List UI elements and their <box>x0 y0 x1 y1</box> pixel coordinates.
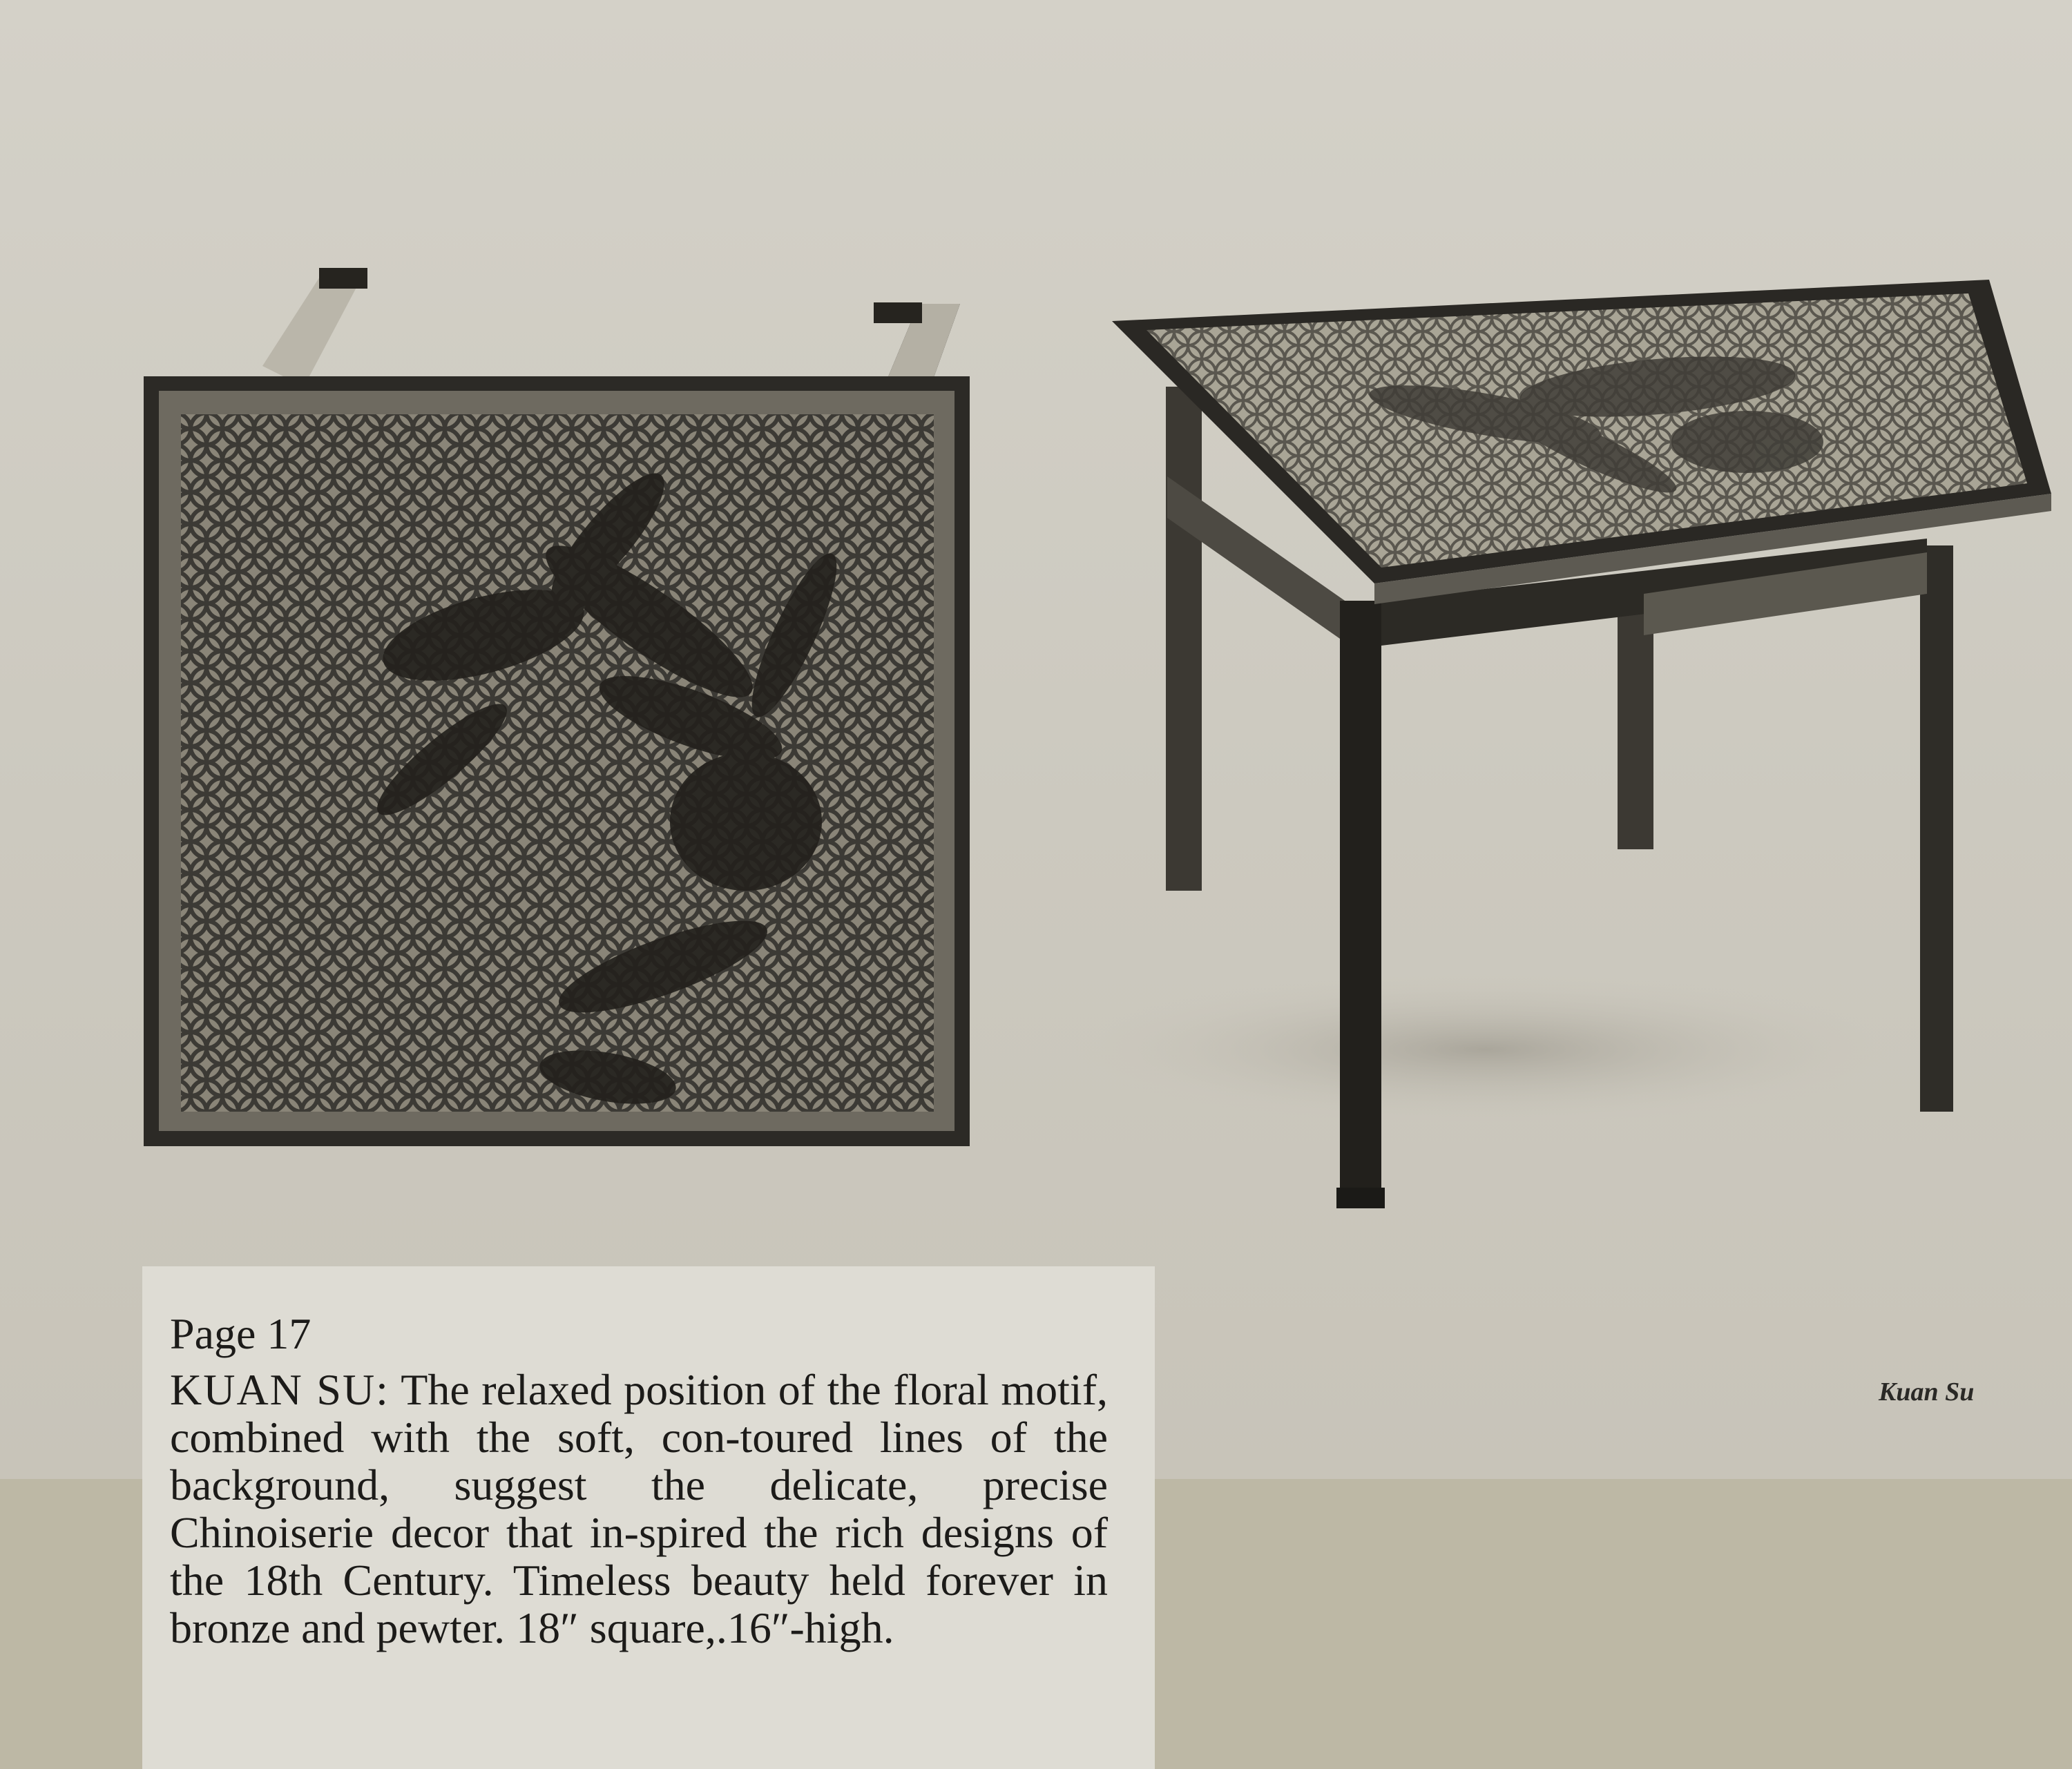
photo-caption: Kuan Su <box>1879 1378 1975 1406</box>
caption-panel <box>142 1266 1155 1769</box>
page-number: Page 17 <box>170 1309 311 1358</box>
table-perspective-view <box>1071 280 2051 1208</box>
description-body: The relaxed position of the floral motif, combined with the soft, con-toured lines of the background, suggest the delicate, precise Chinoiserie decor that in-spired the rich designs of the 18th Century. Timeless beauty held forever in bronze and pewter. 18″ square,.16″-high. <box>170 1365 1108 1652</box>
table-top-view <box>144 268 970 1146</box>
product-description <box>170 1366 1108 1652</box>
product-name: KUAN SU: <box>170 1365 390 1414</box>
